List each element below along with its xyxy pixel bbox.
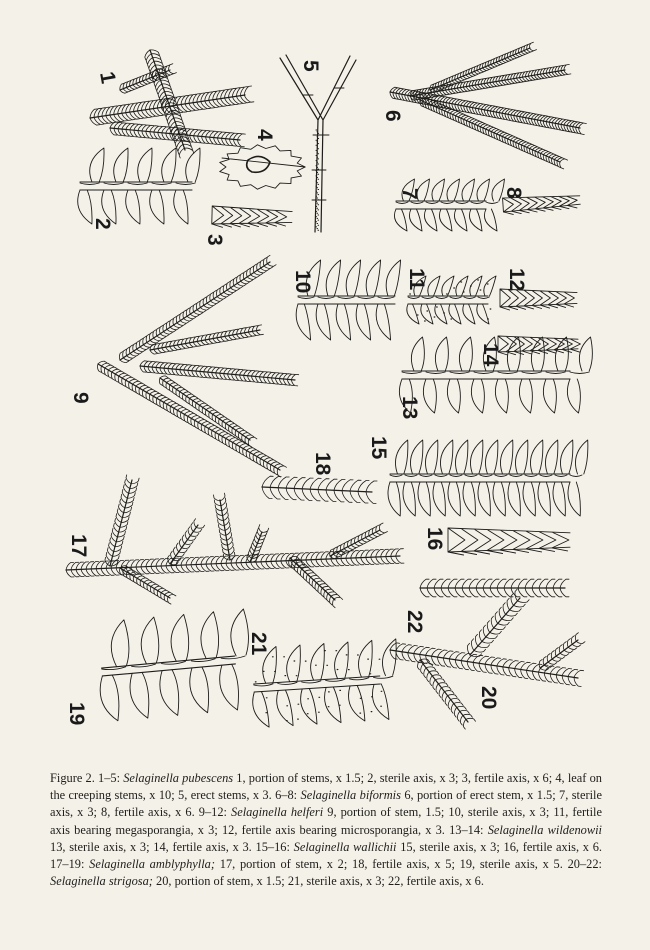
species-name: Selaginella pubescens xyxy=(123,771,234,785)
figure-number-3: 3 xyxy=(203,234,226,246)
figure-number-21: 21 xyxy=(247,632,270,656)
figure-number-17: 17 xyxy=(67,534,90,558)
caption-text: Figure 2. 1–5: xyxy=(50,771,124,785)
caption-text: 15, sterile axis, x 3; 16, fertile axis, x 6. 17–19: xyxy=(50,839,602,872)
specimen-3-fertile-axis xyxy=(212,206,292,227)
specimen-17-portion-of-stem xyxy=(66,475,404,608)
species-name: Selaginella wallichii xyxy=(293,839,397,854)
specimen-19-sterile-axis xyxy=(100,609,248,721)
specimen-16-fertile-axis xyxy=(448,528,570,555)
specimen-15-sterile-axis xyxy=(388,440,588,516)
specimen-18-fertile-axis xyxy=(262,476,377,503)
figure-number-5: 5 xyxy=(299,60,322,72)
caption-text: 13, sterile axis, x 3; 14, fertile axis, x 3. 15–16: xyxy=(50,839,294,854)
figure-number-20: 20 xyxy=(477,686,500,710)
figure-number-16: 16 xyxy=(423,527,446,551)
specimen-2-sterile-axis xyxy=(78,148,200,224)
caption-text: 1, portion of stems, x 1.5; 2, sterile axis, x 3; 3, fertile axis, x 6; 4, leaf on the creeping stems, x 10; 5, erect stems, x 3. 6–8: xyxy=(50,771,602,803)
figure-number-11: 11 xyxy=(405,268,428,291)
species-name: Selaginella helferi xyxy=(231,805,324,820)
figure-number-4: 4 xyxy=(253,129,276,141)
specimen-21-sterile-axis xyxy=(253,639,396,727)
specimen-4-leaf xyxy=(220,145,306,189)
figure-number-14: 14 xyxy=(479,343,502,367)
figure-number-2: 2 xyxy=(91,218,114,230)
specimen-12-fertile-axis xyxy=(500,289,577,310)
figure-number-13: 13 xyxy=(398,396,421,420)
specimen-drawings xyxy=(66,42,592,729)
specimen-9-portion-of-stem xyxy=(98,255,299,477)
figure-number-18: 18 xyxy=(311,452,334,476)
specimen-5-erect-stems xyxy=(280,55,356,232)
species-name: Selaginella wildenowii xyxy=(487,822,603,837)
specimen-7-sterile-axis xyxy=(394,179,504,231)
species-name: Selaginella amblyphylla; xyxy=(89,857,216,872)
specimen-6-erect-stem xyxy=(390,42,586,169)
figure-caption xyxy=(50,770,602,890)
figure-number-15: 15 xyxy=(367,436,390,460)
figure-number-8: 8 xyxy=(502,187,525,199)
figure-number-9: 9 xyxy=(69,392,92,404)
figure-number-19: 19 xyxy=(65,702,88,726)
figure-number-6: 6 xyxy=(381,110,404,122)
caption-text: 6, portion of erect stem, x 1.5; 7, sterile axis, x 3; 8, fertile axis, x 6. 9–12: xyxy=(50,788,603,820)
figure-numbers xyxy=(65,60,528,725)
figure-number-7: 7 xyxy=(398,188,421,200)
figure-number-1: 1 xyxy=(95,69,120,86)
caption-text: 20, portion of stem, x 1.5; 21, sterile axis, x 3; 22, fertile axis, x 6. xyxy=(152,874,484,889)
figure-number-12: 12 xyxy=(505,268,528,292)
caption-text: 9, portion of stem, 1.5; 10, sterile axis, x 3; 11, fertile axis bearing megasporangia, x 3; 12, fertile axis bearing microsporangia, x 3. 13–14: xyxy=(50,805,602,837)
specimen-1-portion-of-stems xyxy=(90,50,254,158)
figure-number-22: 22 xyxy=(403,610,426,634)
caption-text: 17, portion of stem, x 2; 18, fertile axis, x 5; 19, sterile axis, x 5. 20–22: xyxy=(215,857,602,872)
species-name: Selaginella biformis xyxy=(300,788,401,803)
figure-number-10: 10 xyxy=(291,270,314,294)
species-name: Selaginella strigosa; xyxy=(50,874,153,889)
specimen-22-fertile-axis xyxy=(420,579,569,597)
